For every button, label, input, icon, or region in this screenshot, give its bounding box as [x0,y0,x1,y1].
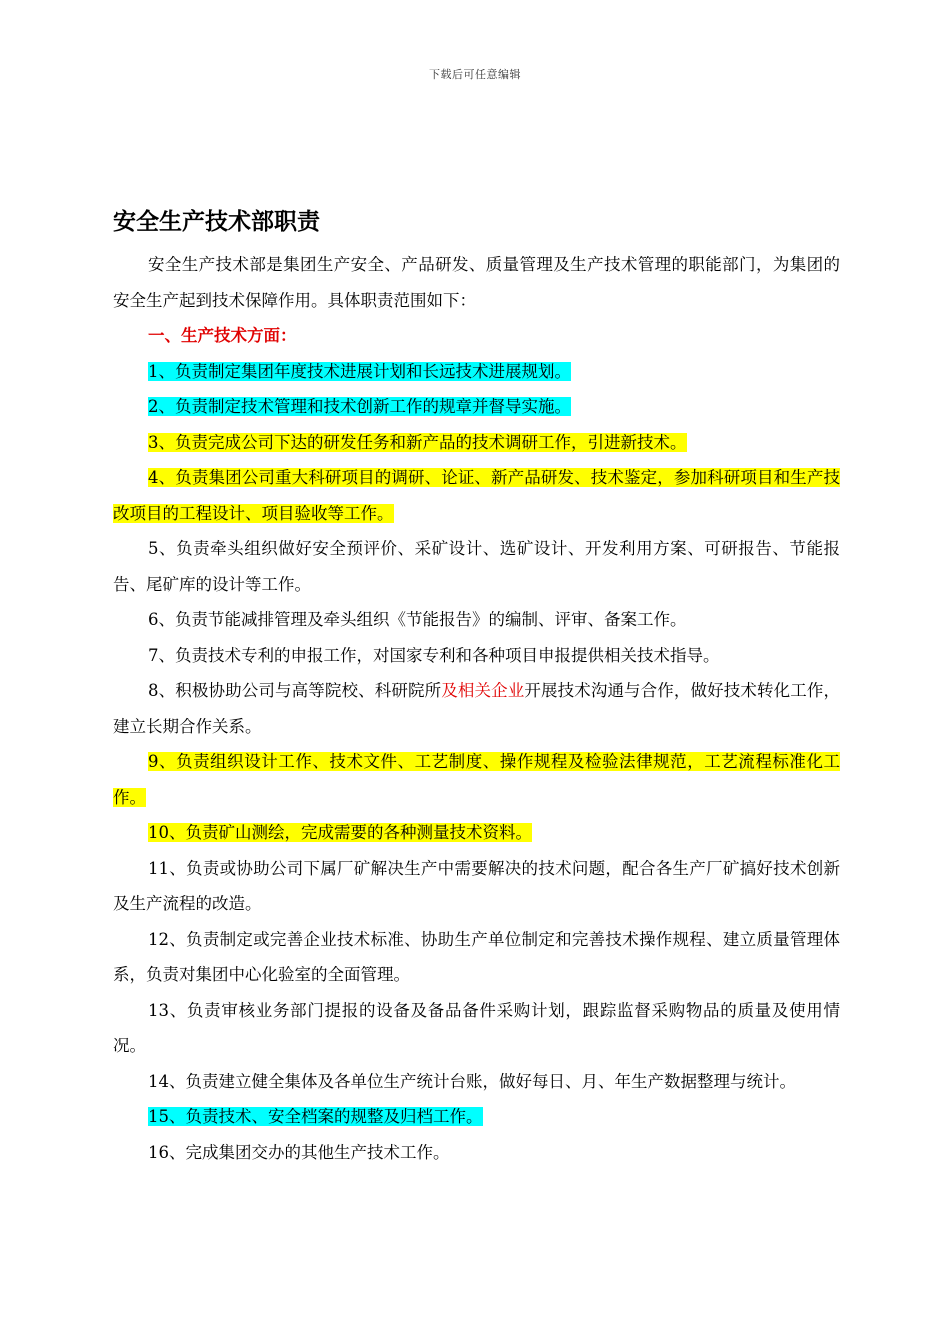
section-heading-text: 一、生产技术方面： [148,326,297,345]
list-item-9 [113,744,840,815]
list-item-text: 1、负责制定集团年度技术进展计划和长远技术进展规划。 [148,361,571,381]
list-item-3 [113,425,840,461]
list-item-5: 5、负责牵头组织做好安全预评价、采矿设计、选矿设计、开发利用方案、可研报告、节能报告、尾矿库的设计等工作。 [113,539,840,594]
list-item-text: 2、负责制定技术管理和技术创新工作的规章并督导实施。 [148,397,571,416]
list-item-text: 3、负责完成公司下达的研发任务和新产品的技术调研工作，引进新技术。 [148,432,687,452]
list-item-16: 16、完成集团交办的其他生产技术工作。 [148,1142,450,1162]
intro-paragraph: 安全生产技术部是集团生产安全、产品研发、质量管理及生产技术管理的职能部门，为集团的安全生产起到技术保障作用。具体职责范围如下： [113,255,840,310]
list-item-1 [113,354,840,390]
list-item-15 [113,1099,840,1135]
document-title: 安全生产技术部职责 [113,209,320,235]
list-item-text: 15、负责技术、安全档案的规整及归档工作。 [148,1107,483,1126]
list-item-14: 14、负责建立健全集体及各单位生产统计台账，做好每日、月、年生产数据整理与统计。 [148,1071,796,1091]
list-item-2 [113,389,840,425]
list-item-text: 10、负责矿山测绘，完成需要的各种测量技术资料。 [148,823,532,842]
section-heading [113,318,840,354]
list-item-11: 11、负责或协助公司下属厂矿解决生产中需要解决的技术问题，配合各生产厂矿搞好技术创新及生产流程的改造。 [113,858,840,913]
list-item-red-text: 及相关企业 [441,681,525,700]
list-item-12: 12、负责制定或完善企业技术标准、协助生产单位制定和完善技术操作规程、建立质量管理体系，负责对集团中心化验室的全面管理。 [113,929,840,984]
page-header: 下载后可任意编辑 [429,68,521,81]
list-item-text: 4、负责集团公司重大科研项目的调研、论证、新产品研发、技术鉴定，参加科研项目和生产技改项目的工程设计、项目验收等工作。 [113,468,840,523]
list-item-10 [113,815,840,851]
list-item-4 [113,460,840,531]
list-item-7: 7、负责技术专利的申报工作，对国家专利和各种项目申报提供相关技术指导。 [148,645,720,665]
list-item-text: 开展技术沟通与合作，做好技术转化工作，建立长期合作关系。 [113,681,841,736]
list-item-6: 6、负责节能减排管理及牵头组织《节能报告》的编制、评审、备案工作。 [148,610,687,629]
list-item-text: 9、负责组织设计工作、技术文件、工艺制度、操作规程及检验法律规范，工艺流程标准化工作。 [113,752,840,807]
list-item-13: 13、负责审核业务部门提报的设备及备品备件采购计划，跟踪监督采购物品的质量及使用情况。 [113,1000,840,1055]
list-item-8 [113,673,840,744]
list-item-text: 8、积极协助公司与高等院校、科研院所 [148,681,442,700]
document-body [113,205,840,1170]
